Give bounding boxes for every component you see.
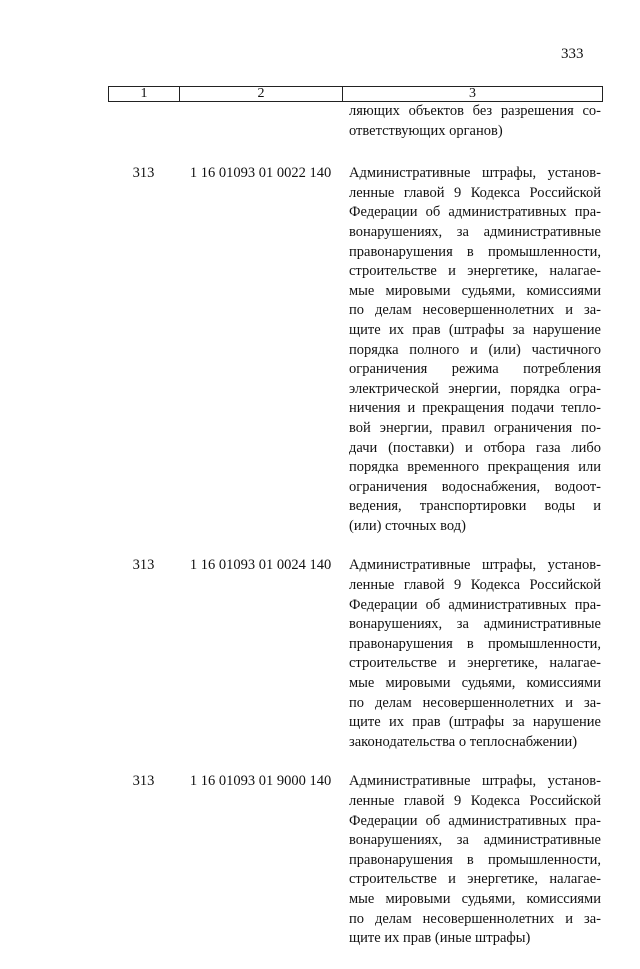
description-line: порядка полного и (или) частичного: [349, 341, 601, 358]
continuation-text: [342, 102, 603, 141]
table-body: [108, 102, 603, 969]
budget-classification-code: 1 16 01093 01 0024 140: [189, 557, 332, 574]
income-description: [342, 772, 603, 948]
description-line: мые мировыми судьями, комиссиями: [349, 675, 601, 692]
description-line: ничения и прекращения подачи тепло-: [349, 400, 601, 417]
column-header-3: 3: [469, 86, 476, 101]
income-description: [342, 556, 603, 752]
table-row: [108, 772, 603, 948]
description-line: Административные штрафы, установ-: [349, 557, 601, 574]
description-line: электрической энергии, порядка огра-: [349, 380, 601, 397]
continuation-row: [108, 102, 603, 141]
description-line: порядка временного прекращения или: [349, 459, 601, 476]
description-line: строительстве и энергетике, налагае-: [349, 655, 601, 672]
income-description: [342, 164, 603, 536]
description-line: правонарушения в промышленности,: [349, 851, 601, 868]
description-line: ограничения режима потребления: [349, 361, 601, 378]
description-line: ленные главой 9 Кодекса Российской: [349, 793, 601, 809]
budget-classification-code: 1 16 01093 01 0022 140: [189, 165, 332, 182]
table-row: [108, 556, 603, 752]
table-row: [108, 164, 603, 536]
description-line: ограничения водоснабжения, водоот-: [349, 478, 601, 495]
description-line: мые мировыми судьями, комиссиями: [349, 282, 601, 299]
description-line: ляющих объектов без разрешения со-: [349, 103, 601, 119]
code-chapter: 313: [132, 165, 155, 182]
description-line: ленные главой 9 Кодекса Российской: [349, 184, 601, 201]
description-line: ленные главой 9 Кодекса Российской: [349, 577, 601, 594]
description-line: Федерации об административных пра-: [349, 596, 601, 613]
description-line: (или) сточных вод): [349, 517, 466, 534]
description-line: ведения, транспортировки воды и: [349, 498, 601, 515]
description-line: правонарушения в промышленности,: [349, 635, 601, 652]
description-line: Федерации об административных пра-: [349, 204, 601, 221]
description-line: по делам несовершеннолетних и за-: [349, 302, 601, 319]
description-line: Административные штрафы, установ-: [349, 165, 601, 182]
description-line: строительстве и энергетике, налагае-: [349, 871, 601, 888]
description-line: законодательства о теплоснабжении): [349, 733, 578, 750]
description-line: щите их прав (штрафы за нарушение: [349, 321, 601, 338]
description-line: вонарушениях, за административные: [349, 832, 601, 849]
description-line: ответствующих органов): [349, 122, 503, 139]
description-line: правонарушения в промышленности,: [349, 243, 601, 260]
description-line: вонарушениях, за административные: [349, 223, 601, 240]
table-header: [108, 86, 603, 102]
budget-classification-code: 1 16 01093 01 9000 140: [189, 773, 332, 790]
rows-container: [108, 164, 603, 949]
description-line: вонарушениях, за административные: [349, 616, 601, 633]
code-chapter: 313: [132, 773, 155, 790]
code-chapter: 313: [132, 557, 155, 574]
column-header-2: 2: [180, 87, 343, 101]
page-number: 333: [561, 46, 584, 62]
description-line: Федерации об административных пра-: [349, 812, 601, 829]
description-line: мые мировыми судьями, комиссиями: [349, 890, 601, 907]
description-line: вой энергии, правил ограничения по-: [349, 419, 601, 436]
description-line: по делам несовершеннолетних и за-: [349, 910, 601, 927]
description-line: строительстве и энергетике, налагае-: [349, 263, 601, 280]
description-line: щите их прав (штрафы за нарушение: [349, 714, 601, 731]
description-line: Административные штрафы, установ-: [349, 773, 601, 790]
description-line: дачи (поставки) и отбора газа либо: [349, 439, 601, 456]
description-line: щите их прав (иные штрафы): [349, 930, 531, 947]
column-header-1: 1: [109, 87, 180, 101]
description-line: по делам несовершеннолетних и за-: [349, 694, 601, 711]
